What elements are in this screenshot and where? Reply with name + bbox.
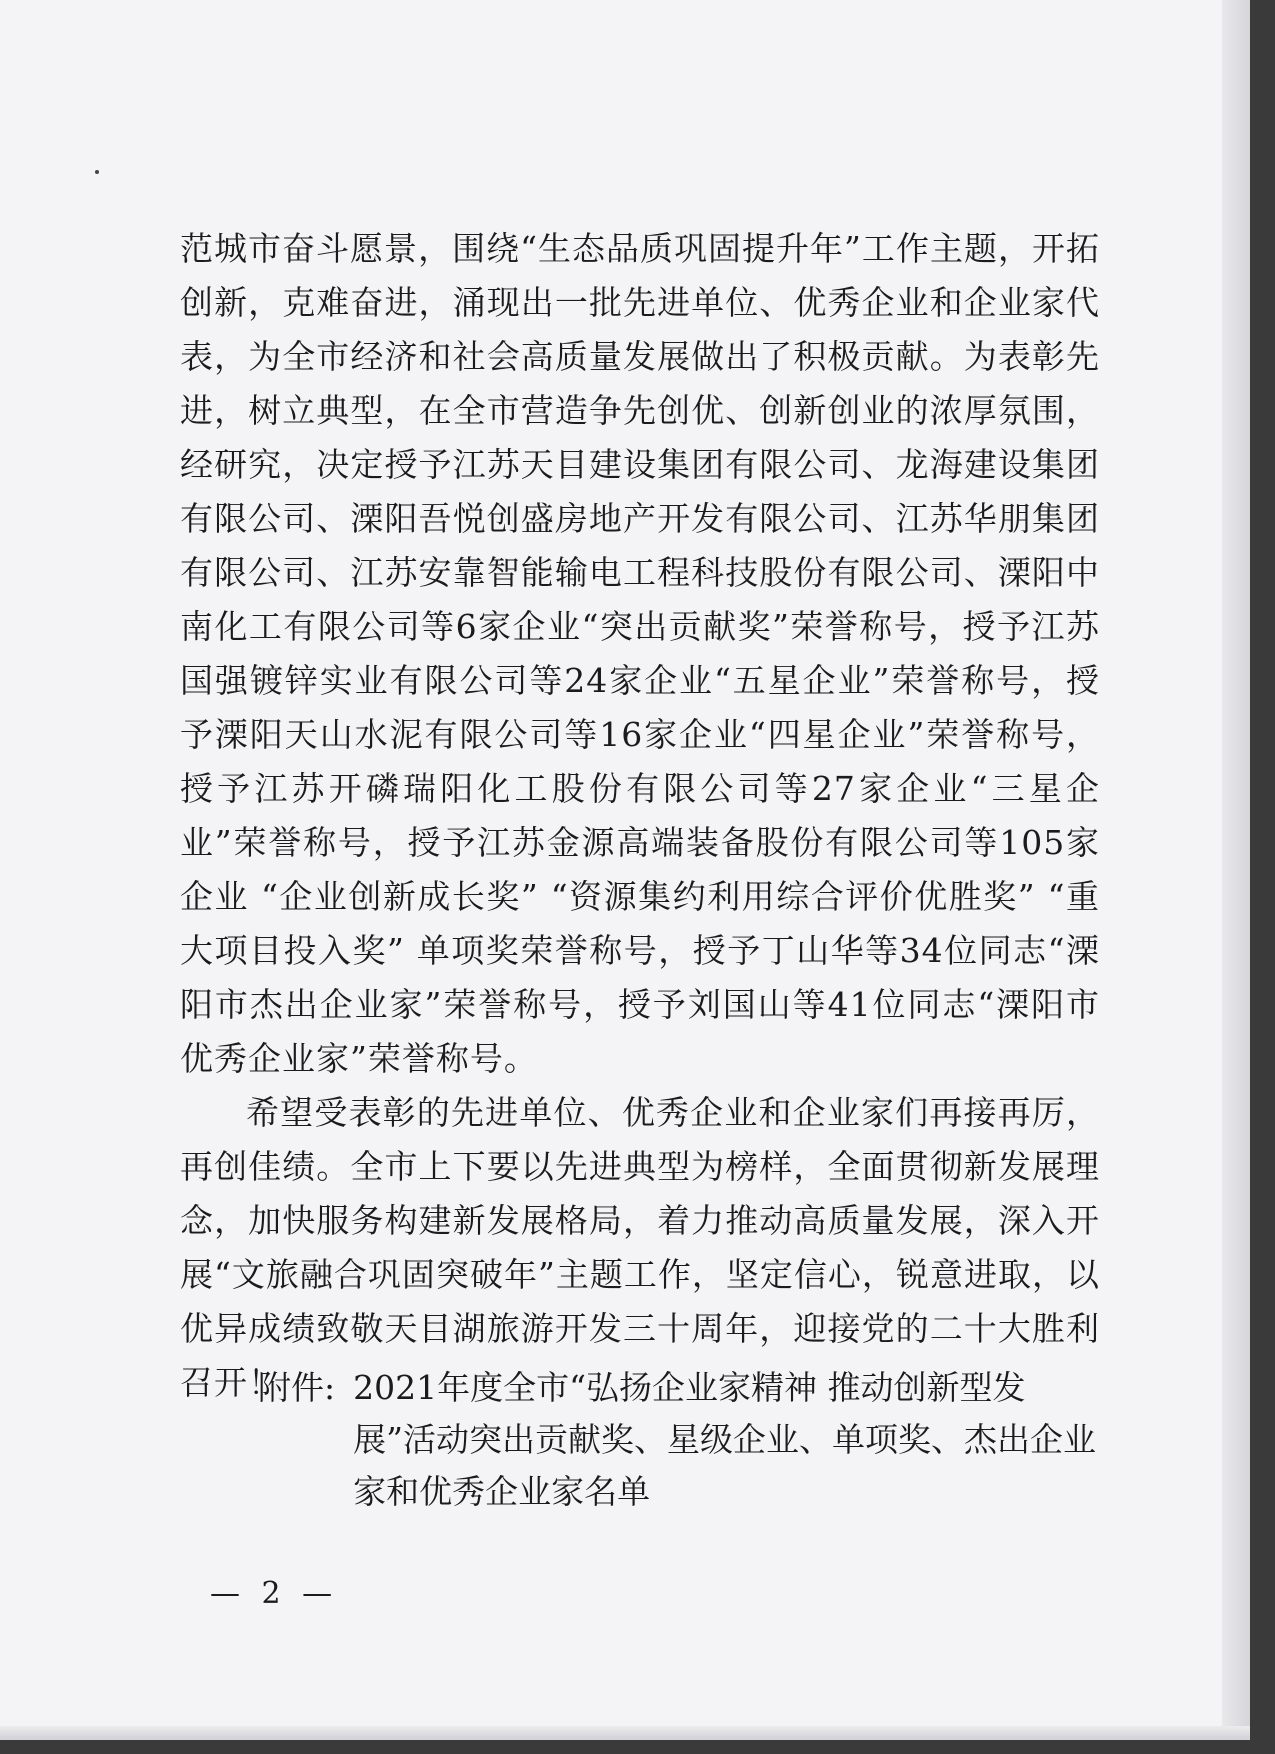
body-text <box>180 222 1100 1410</box>
paragraph-1: 范城市奋斗愿景，围绕“生态品质巩固提升年”工作主题，开拓创新，克难奋进，涌现出一批先进单位、优秀企业和企业家代表，为全市经济和社会高质量发展做出了积极贡献。为表彰先进，树立典型，在全市营造争先创优、创新创业的浓厚氛围，经研究，决定授予江苏天目建设集团有限公司、龙海建设集团有限公司、溧阳吾悦创盛房地产开发有限公司、江苏华朋集团有限公司、江苏安靠智能输电工程科技股份有限公司、溧阳中南化工有限公司等6家企业“突出贡献奖”荣誉称号，授予江苏国强镀锌实业有限公司等24家企业“五星企业”荣誉称号，授予溧阳天山水泥有限公司等16家企业“四星企业”荣誉称号，授予江苏开磷瑞阳化工股份有限公司等27家企业“三星企业”荣誉称号，授予江苏金源高端装备股份有限公司等105家企业 “企业创新成长奖” “资源集约利用综合评价优胜奖” “重大项目投入奖” 单项奖荣誉称号，授予丁山华等34位同志“溧阳市杰出企业家”荣誉称号，授予刘国山等41位同志“溧阳市优秀企业家”荣誉称号。 <box>180 229 1100 1078</box>
page-bottom-edge <box>0 1726 1250 1740</box>
attachment-text: 2021年度全市“弘扬企业家精神 推动创新型发展”活动突出贡献奖、星级企业、单项奖、杰出企业家和优秀企业家名单 <box>353 1368 1096 1511</box>
scan-speck <box>95 170 99 174</box>
paragraph-2: 希望受表彰的先进单位、优秀企业和企业家们再接再厉，再创佳绩。全市上下要以先进典型为榜样，全面贯彻新发展理念，加快服务构建新发展格局，着力推动高质量发展，深入开展“文旅融合巩固突破年”主题工作，坚定信心，锐意进取，以优异成绩致敬天目湖旅游开发三十周年，迎接党的二十大胜利召开！ <box>180 1093 1100 1402</box>
attachment-label: 附件: <box>258 1368 336 1407</box>
page-edge-shadow <box>1222 0 1250 1740</box>
attachment-note <box>258 1362 1098 1518</box>
page-number: — 2 — <box>210 1576 339 1611</box>
